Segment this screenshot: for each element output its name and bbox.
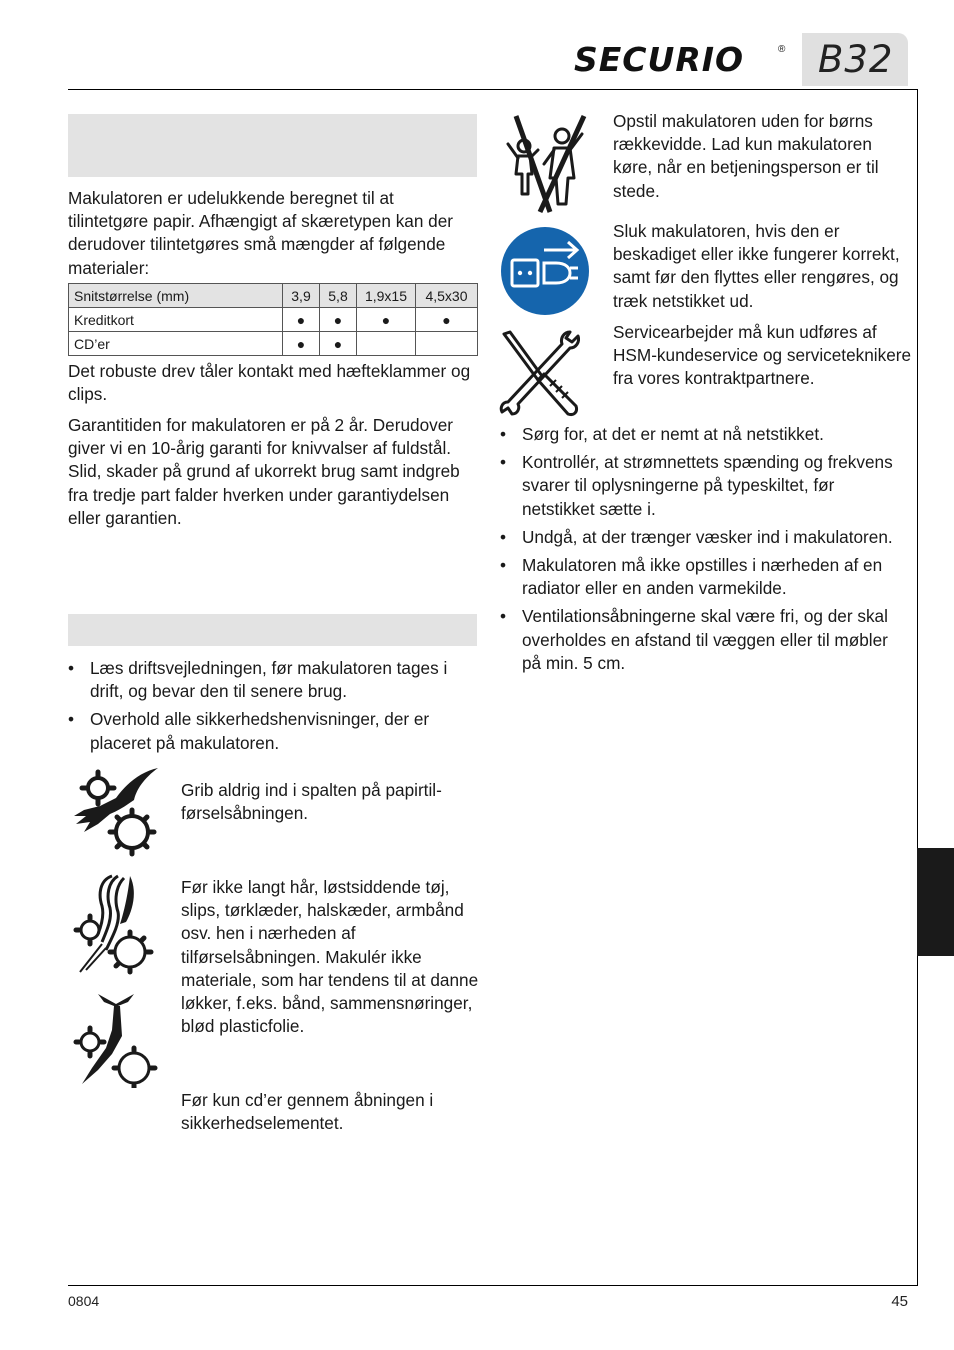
table-cell [416,332,478,356]
no-children-icon [502,112,594,216]
table-header-cell: 3,9 [283,284,320,308]
model-name: B32 [818,38,894,81]
cd-warning-text: Før kun cd’er gennem åbningen i sikkerhedselementet. [181,1090,434,1134]
list-item: • Makulatoren må ikke opstilles i nærheden af en radiator eller en anden varmekilde. [500,554,910,600]
safety-bullet-list [68,657,478,760]
page-number: 45 [891,1293,908,1310]
table-cell: ● [283,308,320,332]
hand-warning-text: Grib aldrig ind i spalten på papirtilførselsåbningen. [181,780,442,824]
brand-logo: SECURIO [574,40,745,79]
list-item: • Kontrollér, at strømnettets spænding og frekvens svarer til oplysningerne på typeskiltet, før netstikket sætte i. [500,451,910,521]
table-cell: ● [320,332,357,356]
table-header-cell: Snitstørrelse (mm) [69,284,283,308]
service-tools-icon [498,328,580,418]
table-header-cell: 4,5x30 [416,284,478,308]
hair-warning-text: Før ikke langt hår, løstsiddende tøj, slips, tørklæder, halskæder, armbånd osv. hen i nærheden af tilførselsåbningen. Makulér ikke materiale, som har tendens til at danne løkker, f.eks. bånd, sammensnøringer, blød plasticfolie. [181,877,479,1037]
section-tab [917,848,954,956]
list-item: • Læs driftsvejledningen, før makulatoren tages i drift, og bevar den til senere brug. [68,657,478,703]
list-item: • Ventilationsåbningerne skal være fri, og der skal overholdes en afstand til væggen eller til møbler på min. 5 cm. [500,605,910,675]
table-row [69,308,478,332]
right-rule [917,89,918,1285]
table-header-cell: 5,8 [320,284,357,308]
header-rule [68,89,917,90]
table-cell: CD’er [69,332,283,356]
material-table [68,283,478,356]
table-cell: Kreditkort [69,308,283,332]
table-row [69,332,478,356]
table-cell: ● [416,308,478,332]
tie-gears-icon [72,990,160,1088]
table-cell [357,332,416,356]
section-heading-bar-usage [68,114,477,177]
list-item: • Sørg for, at det er nemt at nå netstikket. [500,423,910,446]
table-cell: ● [283,332,320,356]
staples-paragraph: Det robuste drev tåler kontakt med hæfteklammer og clips. [68,361,471,405]
unplug-warning-text: Sluk makulatoren, hvis den er beskadiget eller ikke fungerer korrekt, samt før den flyttes eller rengøres, og træk netstikket ud. [613,221,900,311]
footer-rule [68,1285,918,1286]
unplug-mandatory-icon [500,226,590,316]
table-header-cell: 1,9x15 [357,284,416,308]
table-header-row [69,284,478,308]
warranty-paragraph: Garantitiden for makulatoren er på 2 år. Derudover giver vi en 10-årig garanti for knivvalser af fuldstål. Slid, skader på grund af ukorrekt brug samt indgreb fra tredje part falder hverken under garantiydelsen eller garantien. [68,415,460,528]
list-item: • Undgå, at der trænger væsker ind i makulatoren. [500,526,910,549]
section-heading-bar-safety [68,614,477,646]
table-cell: ● [320,308,357,332]
electrical-bullet-list [500,423,910,680]
list-item: • Overhold alle sikkerhedshenvisninger, der er placeret på makulatoren. [68,708,478,754]
children-warning-text: Opstil makulatoren uden for børns rækkevidde. Lad kun makulatoren køre, når en betjeningsperson er til stede. [613,111,879,201]
intro-paragraph: Makulatoren er udelukkende beregnet til at tilintetgøre papir. Afhængigt af skæretypen kan der derudover tilintetgøres små mængder af følgende materialer: [68,188,454,278]
long-hair-gears-icon [72,872,160,976]
registered-mark: ® [778,44,786,55]
table-cell: ● [357,308,416,332]
hand-in-gears-icon [70,766,162,858]
document-code: 0804 [68,1293,100,1309]
service-warning-text: Servicearbejder må kun udføres af HSM-kundeservice og serviceteknikere fra vores kontraktpartnere. [613,322,912,389]
